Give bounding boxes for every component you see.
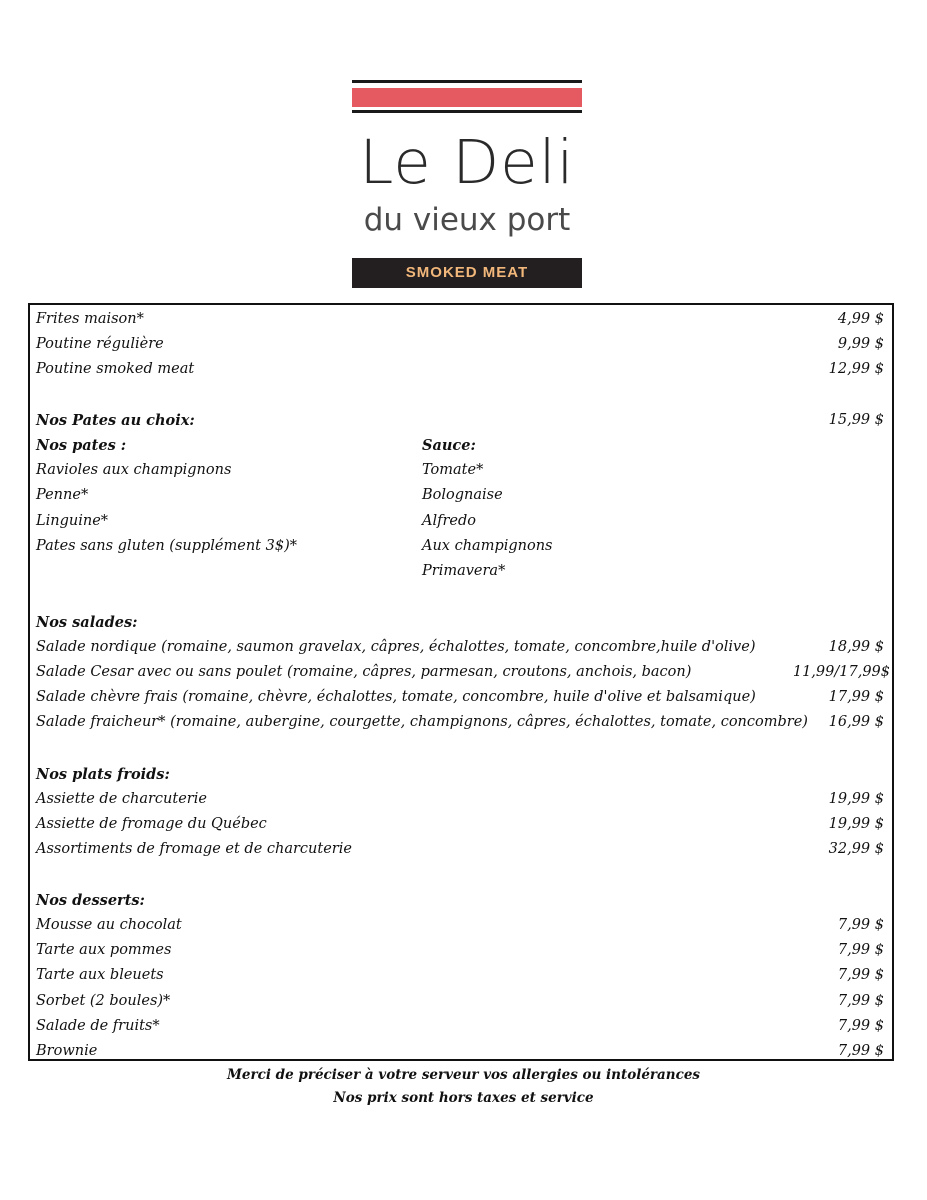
pasta-option-row	[36, 509, 886, 534]
sauce-heading: Sauce:	[422, 437, 476, 454]
item-price: 7,99 $	[837, 1043, 884, 1059]
section-heading-salads	[36, 610, 886, 635]
pasta-option-row	[36, 559, 886, 584]
menu-item	[36, 837, 886, 862]
logo-badge: SMOKED MEAT	[352, 258, 582, 288]
item-name: Poutine régulière	[36, 336, 164, 352]
item-name: Assortiments de fromage et de charcuterie	[36, 841, 352, 857]
menu-item	[36, 660, 890, 685]
section-title: Nos plats froids:	[36, 766, 170, 783]
menu-item	[36, 963, 886, 988]
item-name: Tarte aux bleuets	[36, 967, 164, 983]
item-price: 12,99 $	[828, 361, 884, 377]
item-name: Sorbet (2 boules)*	[36, 993, 171, 1009]
item-price: 15,99 $	[828, 412, 884, 428]
section-title: Nos salades:	[36, 614, 138, 631]
menu-item	[36, 685, 886, 710]
pasta-option-row	[36, 483, 886, 508]
pasta-option: Penne*	[36, 487, 89, 503]
allergy-notice: Merci de préciser à votre serveur vos allergies ou intolérances	[226, 1067, 701, 1083]
item-name: Salade nordique (romaine, saumon gravelax, câpres, échalottes, tomate, concombre,huile d'olive)	[36, 639, 756, 655]
tax-notice: Nos prix sont hors taxes et service	[333, 1090, 594, 1106]
section-title: Nos Pates au choix:	[36, 412, 195, 429]
section-heading-pasta	[36, 408, 886, 433]
menu-item	[36, 812, 886, 837]
logo-tagline: du vieux port	[363, 202, 571, 238]
item-name: Poutine smoked meat	[36, 361, 195, 377]
item-name: Frites maison*	[36, 311, 144, 327]
pastes-heading: Nos pates :	[36, 437, 127, 454]
menu-item	[36, 357, 886, 382]
item-price: 7,99 $	[837, 993, 884, 1009]
sauce-option: Aux champignons	[422, 538, 553, 554]
item-name: Brownie	[36, 1043, 98, 1059]
sauce-option: Bolognaise	[422, 487, 503, 503]
item-price: 7,99 $	[837, 917, 884, 933]
logo-title: Le Deli	[359, 127, 575, 198]
menu-item	[36, 913, 886, 938]
item-price: 19,99 $	[828, 791, 884, 807]
section-title: Nos desserts:	[36, 892, 145, 909]
pasta-option: Ravioles aux champignons	[36, 462, 232, 478]
logo-top-rule	[352, 80, 582, 83]
pasta-subheadings	[36, 433, 886, 458]
menu-item	[36, 710, 886, 735]
sauce-option: Tomate*	[422, 462, 484, 478]
item-price: 7,99 $	[837, 1018, 884, 1034]
item-name: Salade fraicheur* (romaine, aubergine, courgette, champignons, câpres, échalottes, tomate, concombre)	[36, 714, 808, 730]
pasta-option: Pates sans gluten (supplément 3$)*	[36, 538, 297, 554]
item-name: Salade de fruits*	[36, 1018, 160, 1034]
item-price: 18,99 $	[828, 639, 884, 655]
item-price: 7,99 $	[837, 942, 884, 958]
pasta-option: Linguine*	[36, 513, 109, 529]
sauce-option: Alfredo	[422, 513, 476, 529]
menu-item	[36, 1014, 886, 1039]
item-price: 19,99 $	[828, 816, 884, 832]
logo-accent-band	[352, 88, 582, 107]
menu-item	[36, 307, 886, 332]
item-price: 32,99 $	[828, 841, 884, 857]
item-name: Assiette de charcuterie	[36, 791, 207, 807]
item-name: Salade chèvre frais (romaine, chèvre, échalottes, tomate, concombre, huile d'olive et balsamique)	[36, 689, 756, 705]
item-price: 16,99 $	[828, 714, 884, 730]
section-heading-cold	[36, 762, 886, 787]
item-price: 17,99 $	[828, 689, 884, 705]
logo-bottom-rule	[352, 110, 582, 113]
menu-item	[36, 1039, 886, 1064]
item-price: 9,99 $	[837, 336, 884, 352]
sauce-option: Primavera*	[422, 563, 506, 579]
menu-item	[36, 787, 886, 812]
pasta-option-row	[36, 534, 886, 559]
section-heading-desserts	[36, 888, 886, 913]
item-name: Mousse au chocolat	[36, 917, 182, 933]
menu-item	[36, 989, 886, 1014]
menu-item	[36, 635, 886, 660]
menu-item	[36, 332, 886, 357]
item-name: Tarte aux pommes	[36, 942, 172, 958]
item-price: 11,99/17,99$	[792, 664, 890, 680]
pasta-option-row	[36, 458, 886, 483]
menu-box	[28, 303, 894, 1061]
item-price: 7,99 $	[837, 967, 884, 983]
item-name: Salade Cesar avec ou sans poulet (romaine, câpres, parmesan, croutons, anchois, bacon)	[36, 664, 692, 680]
restaurant-logo	[352, 80, 582, 290]
menu-item	[36, 938, 886, 963]
item-name: Assiette de fromage du Québec	[36, 816, 267, 832]
item-price: 4,99 $	[837, 311, 884, 327]
